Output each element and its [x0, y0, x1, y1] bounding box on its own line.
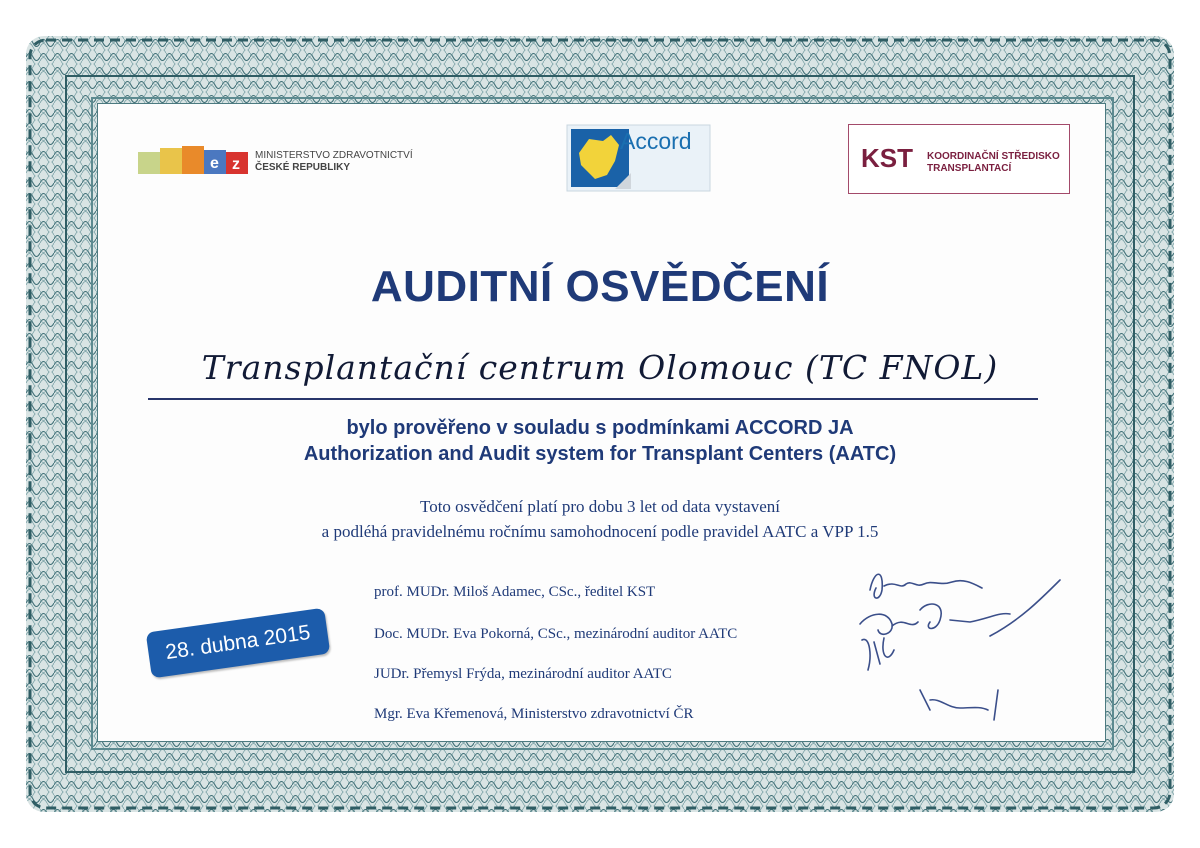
kst-name-line2: TRANSPLANTACÍ — [927, 163, 1012, 174]
ministry-name-line1: MINISTERSTVO ZDRAVOTNICTVÍ — [255, 150, 413, 161]
ministry-name-line2: ČESKÉ REPUBLIKY — [255, 162, 351, 173]
svg-text:e: e — [210, 155, 219, 172]
signatory-3: JUDr. Přemysl Frýda, mezinárodní auditor AATC — [374, 666, 672, 682]
validity-line-1: Toto osvědčení platí pro dobu 3 let od data vystavení — [420, 497, 780, 516]
signatory-1: prof. MUDr. Miloš Adamec, CSc., ředitel KST — [374, 584, 656, 600]
recipient-name: Transplantační centrum Olomouc (TC FNOL) — [201, 348, 999, 387]
signatory-2: Doc. MUDr. Eva Pokorná, CSc., mezinárodní auditor AATC — [374, 626, 738, 642]
issue-date-badge: 28. dubna 2015 — [146, 608, 331, 679]
certificate-title: AUDITNÍ OSVĚDČENÍ — [370, 262, 830, 311]
kst-mark: KST — [861, 143, 913, 173]
recipient-underline — [148, 398, 1038, 400]
svg-text:z: z — [232, 156, 240, 173]
kst-name-line1: KOORDINAČNÍ STŘEDISKO — [927, 151, 1060, 162]
statement-line-2: Authorization and Audit system for Transplant Centers (AATC) — [303, 443, 897, 465]
ministry-logo-mark — [138, 146, 250, 176]
signatory-4: Mgr. Eva Křemenová, Ministerstvo zdravotnictví ČR — [374, 706, 694, 722]
handwritten-signatures — [840, 560, 1100, 730]
kst-logo — [848, 124, 1070, 194]
accord-name: Accord — [620, 128, 692, 154]
statement-line-1: bylo prověřeno v souladu s podmínkami ACCORD JA — [346, 417, 854, 439]
validity-line-2: a podléhá pravidelnému ročnímu samohodnocení podle pravidel AATC a VPP 1.5 — [321, 522, 879, 541]
